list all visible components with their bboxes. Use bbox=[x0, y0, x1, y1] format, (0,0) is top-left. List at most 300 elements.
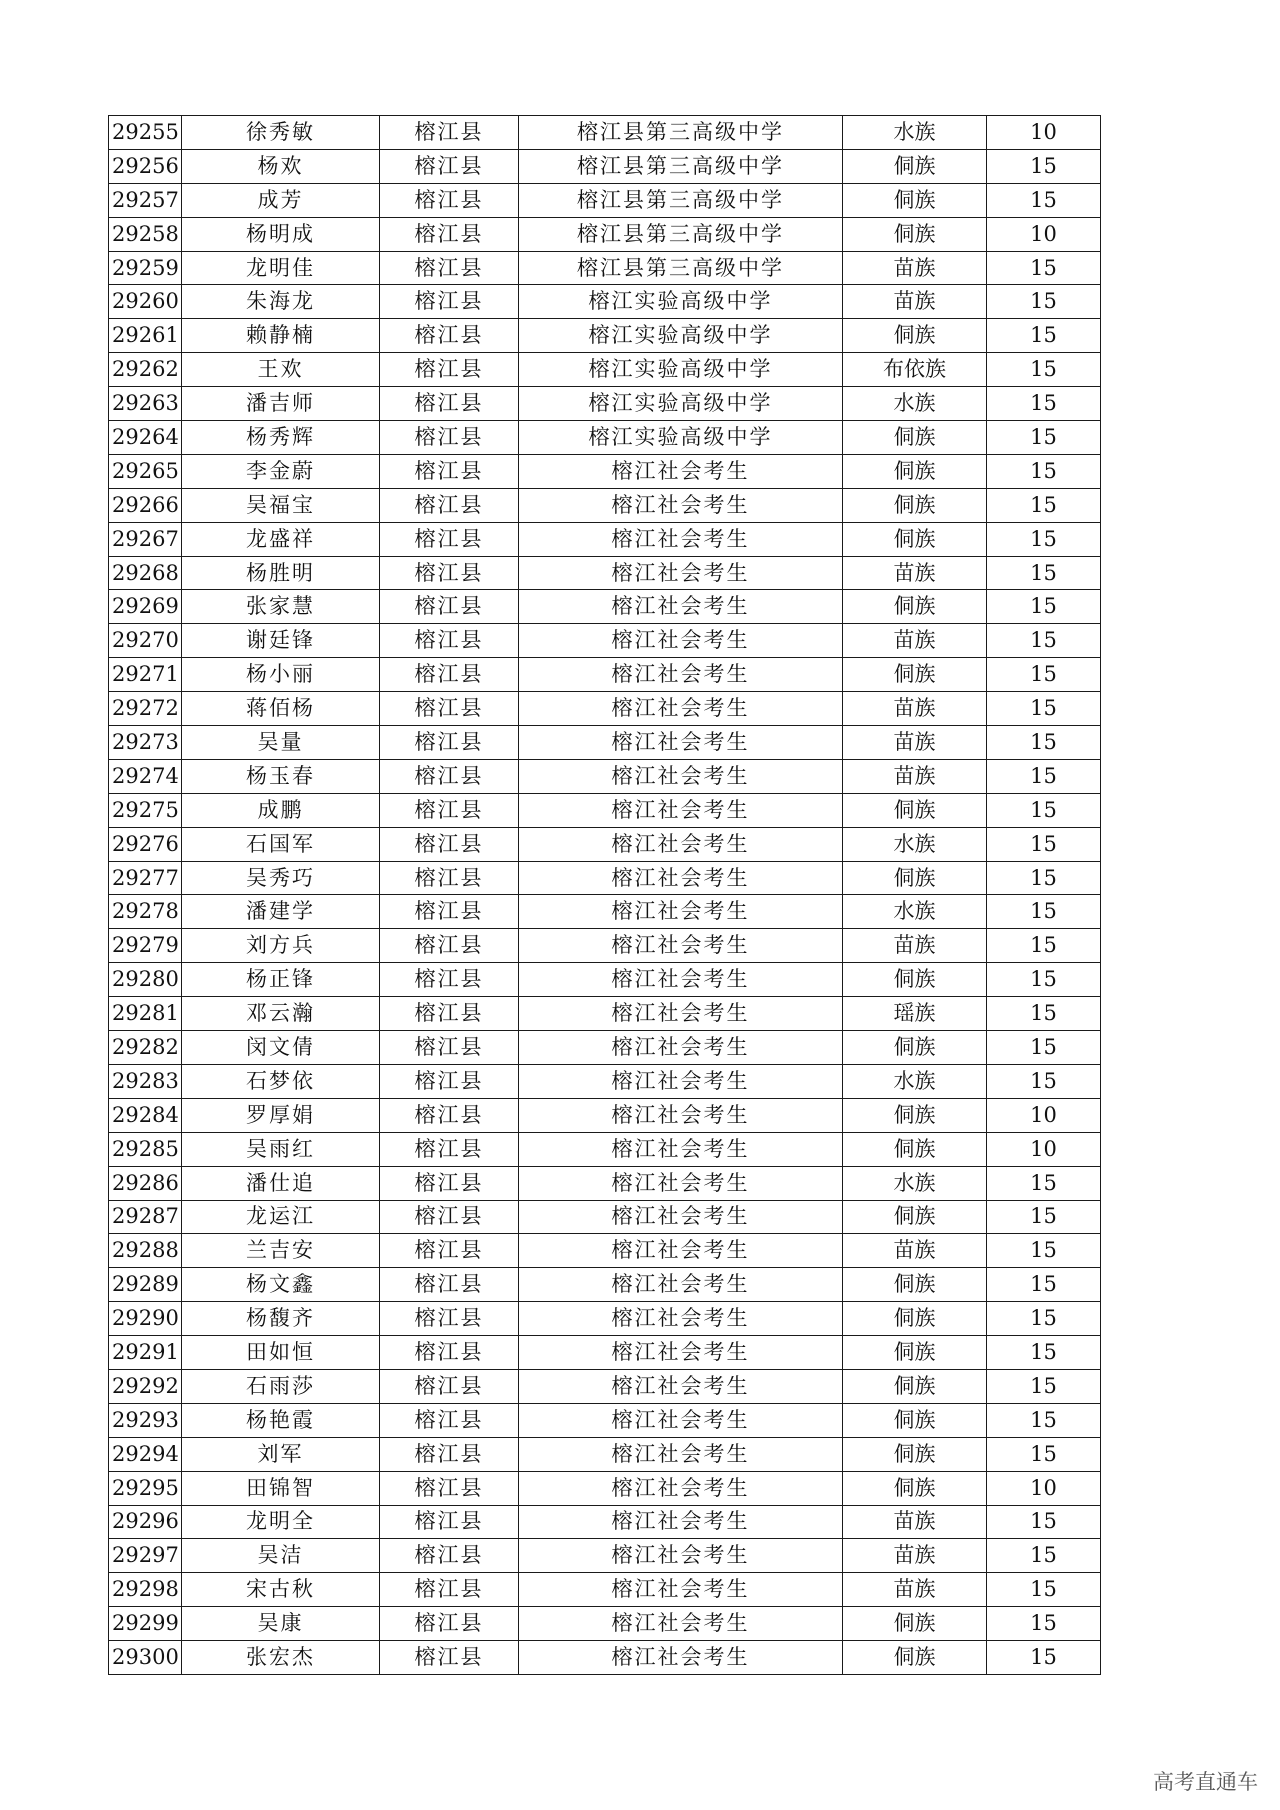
table-row bbox=[109, 1132, 1101, 1166]
table-row bbox=[109, 1031, 1101, 1065]
county-cell: 榕江县 bbox=[380, 759, 519, 793]
exam-id-cell: 29276 bbox=[109, 827, 182, 861]
name-cell: 吴福宝 bbox=[182, 488, 380, 522]
county-cell: 榕江县 bbox=[380, 1200, 519, 1234]
points-cell: 15 bbox=[987, 319, 1101, 353]
ethnicity-cell: 侗族 bbox=[843, 1098, 987, 1132]
exam-id-cell: 29275 bbox=[109, 793, 182, 827]
exam-id-cell: 29298 bbox=[109, 1573, 182, 1607]
table-row bbox=[109, 929, 1101, 963]
school-cell: 榕江社会考生 bbox=[519, 1336, 843, 1370]
name-cell: 潘建学 bbox=[182, 895, 380, 929]
name-cell: 杨胜明 bbox=[182, 556, 380, 590]
ethnicity-cell: 侗族 bbox=[843, 590, 987, 624]
school-cell: 榕江社会考生 bbox=[519, 488, 843, 522]
school-cell: 榕江社会考生 bbox=[519, 1302, 843, 1336]
exam-id-cell: 29269 bbox=[109, 590, 182, 624]
exam-id-cell: 29265 bbox=[109, 454, 182, 488]
ethnicity-cell: 苗族 bbox=[843, 1505, 987, 1539]
table-row bbox=[109, 1437, 1101, 1471]
table-row bbox=[109, 692, 1101, 726]
school-cell: 榕江社会考生 bbox=[519, 895, 843, 929]
school-cell: 榕江县第三高级中学 bbox=[519, 217, 843, 251]
table-row bbox=[109, 1471, 1101, 1505]
watermark-text: 高考直通车 bbox=[1153, 1770, 1258, 1794]
points-cell: 10 bbox=[987, 1471, 1101, 1505]
ethnicity-cell: 侗族 bbox=[843, 1302, 987, 1336]
ethnicity-cell: 侗族 bbox=[843, 1471, 987, 1505]
points-cell: 15 bbox=[987, 251, 1101, 285]
county-cell: 榕江县 bbox=[380, 319, 519, 353]
exam-id-cell: 29286 bbox=[109, 1166, 182, 1200]
exam-id-cell: 29278 bbox=[109, 895, 182, 929]
school-cell: 榕江社会考生 bbox=[519, 726, 843, 760]
points-cell: 15 bbox=[987, 658, 1101, 692]
ethnicity-cell: 水族 bbox=[843, 116, 987, 150]
school-cell: 榕江社会考生 bbox=[519, 793, 843, 827]
points-cell: 15 bbox=[987, 793, 1101, 827]
name-cell: 吴洁 bbox=[182, 1539, 380, 1573]
ethnicity-cell: 侗族 bbox=[843, 1132, 987, 1166]
name-cell: 张家慧 bbox=[182, 590, 380, 624]
county-cell: 榕江县 bbox=[380, 488, 519, 522]
ethnicity-cell: 侗族 bbox=[843, 1437, 987, 1471]
points-cell: 15 bbox=[987, 353, 1101, 387]
table-row bbox=[109, 149, 1101, 183]
ethnicity-cell: 苗族 bbox=[843, 1234, 987, 1268]
county-cell: 榕江县 bbox=[380, 624, 519, 658]
ethnicity-cell: 水族 bbox=[843, 1064, 987, 1098]
school-cell: 榕江社会考生 bbox=[519, 861, 843, 895]
school-cell: 榕江社会考生 bbox=[519, 556, 843, 590]
exam-id-cell: 29258 bbox=[109, 217, 182, 251]
exam-id-cell: 29295 bbox=[109, 1471, 182, 1505]
exam-id-cell: 29255 bbox=[109, 116, 182, 150]
ethnicity-cell: 侗族 bbox=[843, 522, 987, 556]
county-cell: 榕江县 bbox=[380, 997, 519, 1031]
school-cell: 榕江社会考生 bbox=[519, 1166, 843, 1200]
points-cell: 15 bbox=[987, 1336, 1101, 1370]
table-row bbox=[109, 963, 1101, 997]
name-cell: 石雨莎 bbox=[182, 1369, 380, 1403]
ethnicity-cell: 侗族 bbox=[843, 1200, 987, 1234]
table-row bbox=[109, 793, 1101, 827]
points-cell: 15 bbox=[987, 997, 1101, 1031]
county-cell: 榕江县 bbox=[380, 658, 519, 692]
county-cell: 榕江县 bbox=[380, 353, 519, 387]
exam-id-cell: 29272 bbox=[109, 692, 182, 726]
ethnicity-cell: 苗族 bbox=[843, 1539, 987, 1573]
county-cell: 榕江县 bbox=[380, 1031, 519, 1065]
exam-id-cell: 29277 bbox=[109, 861, 182, 895]
exam-id-cell: 29279 bbox=[109, 929, 182, 963]
name-cell: 田锦智 bbox=[182, 1471, 380, 1505]
points-cell: 15 bbox=[987, 1437, 1101, 1471]
table-row bbox=[109, 251, 1101, 285]
ethnicity-cell: 侗族 bbox=[843, 793, 987, 827]
points-cell: 15 bbox=[987, 1369, 1101, 1403]
points-cell: 15 bbox=[987, 1573, 1101, 1607]
school-cell: 榕江社会考生 bbox=[519, 997, 843, 1031]
county-cell: 榕江县 bbox=[380, 387, 519, 421]
table-row bbox=[109, 1064, 1101, 1098]
name-cell: 李金蔚 bbox=[182, 454, 380, 488]
name-cell: 吴雨红 bbox=[182, 1132, 380, 1166]
school-cell: 榕江社会考生 bbox=[519, 1268, 843, 1302]
exam-id-cell: 29297 bbox=[109, 1539, 182, 1573]
name-cell: 潘仕追 bbox=[182, 1166, 380, 1200]
school-cell: 榕江社会考生 bbox=[519, 1573, 843, 1607]
name-cell: 宋古秋 bbox=[182, 1573, 380, 1607]
points-cell: 15 bbox=[987, 861, 1101, 895]
table-row bbox=[109, 895, 1101, 929]
ethnicity-cell: 侗族 bbox=[843, 1607, 987, 1641]
table-row bbox=[109, 827, 1101, 861]
points-cell: 15 bbox=[987, 1607, 1101, 1641]
county-cell: 榕江县 bbox=[380, 1336, 519, 1370]
exam-id-cell: 29299 bbox=[109, 1607, 182, 1641]
school-cell: 榕江县第三高级中学 bbox=[519, 149, 843, 183]
points-cell: 15 bbox=[987, 624, 1101, 658]
county-cell: 榕江县 bbox=[380, 1268, 519, 1302]
points-cell: 15 bbox=[987, 1539, 1101, 1573]
county-cell: 榕江县 bbox=[380, 251, 519, 285]
county-cell: 榕江县 bbox=[380, 590, 519, 624]
county-cell: 榕江县 bbox=[380, 1132, 519, 1166]
points-cell: 15 bbox=[987, 1064, 1101, 1098]
school-cell: 榕江实验高级中学 bbox=[519, 387, 843, 421]
county-cell: 榕江县 bbox=[380, 1302, 519, 1336]
table-row bbox=[109, 116, 1101, 150]
exam-id-cell: 29288 bbox=[109, 1234, 182, 1268]
county-cell: 榕江县 bbox=[380, 1607, 519, 1641]
county-cell: 榕江县 bbox=[380, 1098, 519, 1132]
school-cell: 榕江社会考生 bbox=[519, 1607, 843, 1641]
table-row bbox=[109, 1403, 1101, 1437]
exam-id-cell: 29296 bbox=[109, 1505, 182, 1539]
exam-id-cell: 29257 bbox=[109, 183, 182, 217]
ethnicity-cell: 水族 bbox=[843, 387, 987, 421]
school-cell: 榕江社会考生 bbox=[519, 1539, 843, 1573]
county-cell: 榕江县 bbox=[380, 1641, 519, 1675]
table-row bbox=[109, 1573, 1101, 1607]
bonus-points-table bbox=[108, 115, 1101, 1675]
school-cell: 榕江社会考生 bbox=[519, 1132, 843, 1166]
name-cell: 杨小丽 bbox=[182, 658, 380, 692]
table-row bbox=[109, 454, 1101, 488]
name-cell: 杨欢 bbox=[182, 149, 380, 183]
name-cell: 田如恒 bbox=[182, 1336, 380, 1370]
exam-id-cell: 29263 bbox=[109, 387, 182, 421]
ethnicity-cell: 侗族 bbox=[843, 217, 987, 251]
exam-id-cell: 29290 bbox=[109, 1302, 182, 1336]
exam-id-cell: 29293 bbox=[109, 1403, 182, 1437]
points-cell: 15 bbox=[987, 387, 1101, 421]
school-cell: 榕江社会考生 bbox=[519, 759, 843, 793]
points-cell: 15 bbox=[987, 1302, 1101, 1336]
table-row bbox=[109, 421, 1101, 455]
county-cell: 榕江县 bbox=[380, 827, 519, 861]
school-cell: 榕江社会考生 bbox=[519, 1200, 843, 1234]
points-cell: 10 bbox=[987, 116, 1101, 150]
county-cell: 榕江县 bbox=[380, 1573, 519, 1607]
name-cell: 闵文倩 bbox=[182, 1031, 380, 1065]
table-row bbox=[109, 1098, 1101, 1132]
school-cell: 榕江社会考生 bbox=[519, 590, 843, 624]
points-cell: 15 bbox=[987, 1166, 1101, 1200]
school-cell: 榕江社会考生 bbox=[519, 624, 843, 658]
name-cell: 杨秀辉 bbox=[182, 421, 380, 455]
ethnicity-cell: 侗族 bbox=[843, 1369, 987, 1403]
school-cell: 榕江社会考生 bbox=[519, 1403, 843, 1437]
ethnicity-cell: 布依族 bbox=[843, 353, 987, 387]
name-cell: 刘方兵 bbox=[182, 929, 380, 963]
school-cell: 榕江社会考生 bbox=[519, 1369, 843, 1403]
name-cell: 张宏杰 bbox=[182, 1641, 380, 1675]
ethnicity-cell: 侗族 bbox=[843, 1641, 987, 1675]
table-row bbox=[109, 726, 1101, 760]
exam-id-cell: 29284 bbox=[109, 1098, 182, 1132]
school-cell: 榕江社会考生 bbox=[519, 1064, 843, 1098]
table-row bbox=[109, 624, 1101, 658]
county-cell: 榕江县 bbox=[380, 149, 519, 183]
table-row bbox=[109, 658, 1101, 692]
exam-id-cell: 29287 bbox=[109, 1200, 182, 1234]
county-cell: 榕江县 bbox=[380, 454, 519, 488]
points-cell: 15 bbox=[987, 556, 1101, 590]
name-cell: 龙明佳 bbox=[182, 251, 380, 285]
school-cell: 榕江实验高级中学 bbox=[519, 353, 843, 387]
name-cell: 徐秀敏 bbox=[182, 116, 380, 150]
county-cell: 榕江县 bbox=[380, 1403, 519, 1437]
table-row bbox=[109, 285, 1101, 319]
ethnicity-cell: 侗族 bbox=[843, 149, 987, 183]
name-cell: 杨正锋 bbox=[182, 963, 380, 997]
school-cell: 榕江实验高级中学 bbox=[519, 285, 843, 319]
county-cell: 榕江县 bbox=[380, 183, 519, 217]
exam-id-cell: 29294 bbox=[109, 1437, 182, 1471]
points-cell: 15 bbox=[987, 726, 1101, 760]
school-cell: 榕江实验高级中学 bbox=[519, 319, 843, 353]
name-cell: 杨艳霞 bbox=[182, 1403, 380, 1437]
county-cell: 榕江县 bbox=[380, 692, 519, 726]
points-cell: 15 bbox=[987, 963, 1101, 997]
points-cell: 15 bbox=[987, 1268, 1101, 1302]
points-cell: 15 bbox=[987, 827, 1101, 861]
ethnicity-cell: 侗族 bbox=[843, 1403, 987, 1437]
exam-id-cell: 29300 bbox=[109, 1641, 182, 1675]
points-cell: 15 bbox=[987, 183, 1101, 217]
name-cell: 罗厚娟 bbox=[182, 1098, 380, 1132]
table-row bbox=[109, 217, 1101, 251]
ethnicity-cell: 水族 bbox=[843, 895, 987, 929]
exam-id-cell: 29260 bbox=[109, 285, 182, 319]
points-cell: 15 bbox=[987, 421, 1101, 455]
table-row bbox=[109, 997, 1101, 1031]
name-cell: 杨玉春 bbox=[182, 759, 380, 793]
table-row bbox=[109, 1641, 1101, 1675]
points-cell: 15 bbox=[987, 929, 1101, 963]
name-cell: 邓云瀚 bbox=[182, 997, 380, 1031]
ethnicity-cell: 侗族 bbox=[843, 183, 987, 217]
name-cell: 龙运江 bbox=[182, 1200, 380, 1234]
county-cell: 榕江县 bbox=[380, 522, 519, 556]
name-cell: 成鹏 bbox=[182, 793, 380, 827]
exam-id-cell: 29256 bbox=[109, 149, 182, 183]
ethnicity-cell: 苗族 bbox=[843, 759, 987, 793]
county-cell: 榕江县 bbox=[380, 861, 519, 895]
county-cell: 榕江县 bbox=[380, 1064, 519, 1098]
name-cell: 吴量 bbox=[182, 726, 380, 760]
county-cell: 榕江县 bbox=[380, 217, 519, 251]
name-cell: 兰吉安 bbox=[182, 1234, 380, 1268]
points-cell: 15 bbox=[987, 1200, 1101, 1234]
points-cell: 15 bbox=[987, 1234, 1101, 1268]
school-cell: 榕江县第三高级中学 bbox=[519, 251, 843, 285]
county-cell: 榕江县 bbox=[380, 895, 519, 929]
county-cell: 榕江县 bbox=[380, 1437, 519, 1471]
name-cell: 刘军 bbox=[182, 1437, 380, 1471]
table-row bbox=[109, 1166, 1101, 1200]
points-cell: 15 bbox=[987, 692, 1101, 726]
ethnicity-cell: 侗族 bbox=[843, 488, 987, 522]
ethnicity-cell: 侗族 bbox=[843, 1336, 987, 1370]
name-cell: 蒋佰杨 bbox=[182, 692, 380, 726]
name-cell: 杨馥齐 bbox=[182, 1302, 380, 1336]
ethnicity-cell: 侗族 bbox=[843, 861, 987, 895]
exam-id-cell: 29292 bbox=[109, 1369, 182, 1403]
school-cell: 榕江县第三高级中学 bbox=[519, 183, 843, 217]
exam-id-cell: 29285 bbox=[109, 1132, 182, 1166]
name-cell: 朱海龙 bbox=[182, 285, 380, 319]
ethnicity-cell: 苗族 bbox=[843, 556, 987, 590]
table-row bbox=[109, 1234, 1101, 1268]
table-row bbox=[109, 1200, 1101, 1234]
school-cell: 榕江社会考生 bbox=[519, 658, 843, 692]
points-cell: 15 bbox=[987, 1403, 1101, 1437]
ethnicity-cell: 侗族 bbox=[843, 319, 987, 353]
school-cell: 榕江社会考生 bbox=[519, 1031, 843, 1065]
school-cell: 榕江社会考生 bbox=[519, 1437, 843, 1471]
county-cell: 榕江县 bbox=[380, 556, 519, 590]
points-cell: 15 bbox=[987, 590, 1101, 624]
points-cell: 10 bbox=[987, 1098, 1101, 1132]
table-row bbox=[109, 1369, 1101, 1403]
name-cell: 龙盛祥 bbox=[182, 522, 380, 556]
exam-id-cell: 29261 bbox=[109, 319, 182, 353]
table-row bbox=[109, 590, 1101, 624]
name-cell: 石梦依 bbox=[182, 1064, 380, 1098]
table-row bbox=[109, 1607, 1101, 1641]
school-cell: 榕江社会考生 bbox=[519, 1471, 843, 1505]
school-cell: 榕江社会考生 bbox=[519, 1505, 843, 1539]
ethnicity-cell: 侗族 bbox=[843, 454, 987, 488]
table-row bbox=[109, 1539, 1101, 1573]
county-cell: 榕江县 bbox=[380, 726, 519, 760]
county-cell: 榕江县 bbox=[380, 929, 519, 963]
points-cell: 15 bbox=[987, 895, 1101, 929]
school-cell: 榕江实验高级中学 bbox=[519, 421, 843, 455]
school-cell: 榕江社会考生 bbox=[519, 1098, 843, 1132]
school-cell: 榕江社会考生 bbox=[519, 1641, 843, 1675]
county-cell: 榕江县 bbox=[380, 1369, 519, 1403]
name-cell: 王欢 bbox=[182, 353, 380, 387]
exam-id-cell: 29270 bbox=[109, 624, 182, 658]
exam-id-cell: 29267 bbox=[109, 522, 182, 556]
name-cell: 潘吉师 bbox=[182, 387, 380, 421]
school-cell: 榕江社会考生 bbox=[519, 522, 843, 556]
table-row bbox=[109, 488, 1101, 522]
name-cell: 杨明成 bbox=[182, 217, 380, 251]
school-cell: 榕江县第三高级中学 bbox=[519, 116, 843, 150]
ethnicity-cell: 水族 bbox=[843, 827, 987, 861]
county-cell: 榕江县 bbox=[380, 963, 519, 997]
county-cell: 榕江县 bbox=[380, 1539, 519, 1573]
table-row bbox=[109, 556, 1101, 590]
name-cell: 谢廷锋 bbox=[182, 624, 380, 658]
exam-id-cell: 29273 bbox=[109, 726, 182, 760]
county-cell: 榕江县 bbox=[380, 1505, 519, 1539]
exam-id-cell: 29271 bbox=[109, 658, 182, 692]
table-row bbox=[109, 861, 1101, 895]
points-cell: 10 bbox=[987, 217, 1101, 251]
school-cell: 榕江社会考生 bbox=[519, 827, 843, 861]
table-body bbox=[109, 116, 1101, 1675]
name-cell: 吴康 bbox=[182, 1607, 380, 1641]
exam-id-cell: 29268 bbox=[109, 556, 182, 590]
table-row bbox=[109, 319, 1101, 353]
name-cell: 吴秀巧 bbox=[182, 861, 380, 895]
name-cell: 成芳 bbox=[182, 183, 380, 217]
table-row bbox=[109, 387, 1101, 421]
points-cell: 15 bbox=[987, 285, 1101, 319]
ethnicity-cell: 水族 bbox=[843, 1166, 987, 1200]
table-row bbox=[109, 353, 1101, 387]
ethnicity-cell: 苗族 bbox=[843, 692, 987, 726]
name-cell: 杨文鑫 bbox=[182, 1268, 380, 1302]
points-cell: 15 bbox=[987, 454, 1101, 488]
points-cell: 15 bbox=[987, 522, 1101, 556]
points-cell: 15 bbox=[987, 1641, 1101, 1675]
county-cell: 榕江县 bbox=[380, 116, 519, 150]
exam-id-cell: 29283 bbox=[109, 1064, 182, 1098]
name-cell: 石国军 bbox=[182, 827, 380, 861]
exam-id-cell: 29282 bbox=[109, 1031, 182, 1065]
exam-id-cell: 29274 bbox=[109, 759, 182, 793]
ethnicity-cell: 苗族 bbox=[843, 1573, 987, 1607]
table-row bbox=[109, 1302, 1101, 1336]
ethnicity-cell: 侗族 bbox=[843, 658, 987, 692]
ethnicity-cell: 苗族 bbox=[843, 624, 987, 658]
exam-id-cell: 29281 bbox=[109, 997, 182, 1031]
points-cell: 15 bbox=[987, 149, 1101, 183]
county-cell: 榕江县 bbox=[380, 285, 519, 319]
exam-id-cell: 29266 bbox=[109, 488, 182, 522]
exam-id-cell: 29259 bbox=[109, 251, 182, 285]
county-cell: 榕江县 bbox=[380, 793, 519, 827]
table-row bbox=[109, 759, 1101, 793]
table-row bbox=[109, 1505, 1101, 1539]
school-cell: 榕江社会考生 bbox=[519, 1234, 843, 1268]
school-cell: 榕江社会考生 bbox=[519, 454, 843, 488]
county-cell: 榕江县 bbox=[380, 421, 519, 455]
table-row bbox=[109, 1268, 1101, 1302]
name-cell: 龙明全 bbox=[182, 1505, 380, 1539]
exam-id-cell: 29262 bbox=[109, 353, 182, 387]
ethnicity-cell: 苗族 bbox=[843, 929, 987, 963]
table-row bbox=[109, 522, 1101, 556]
ethnicity-cell: 侗族 bbox=[843, 421, 987, 455]
